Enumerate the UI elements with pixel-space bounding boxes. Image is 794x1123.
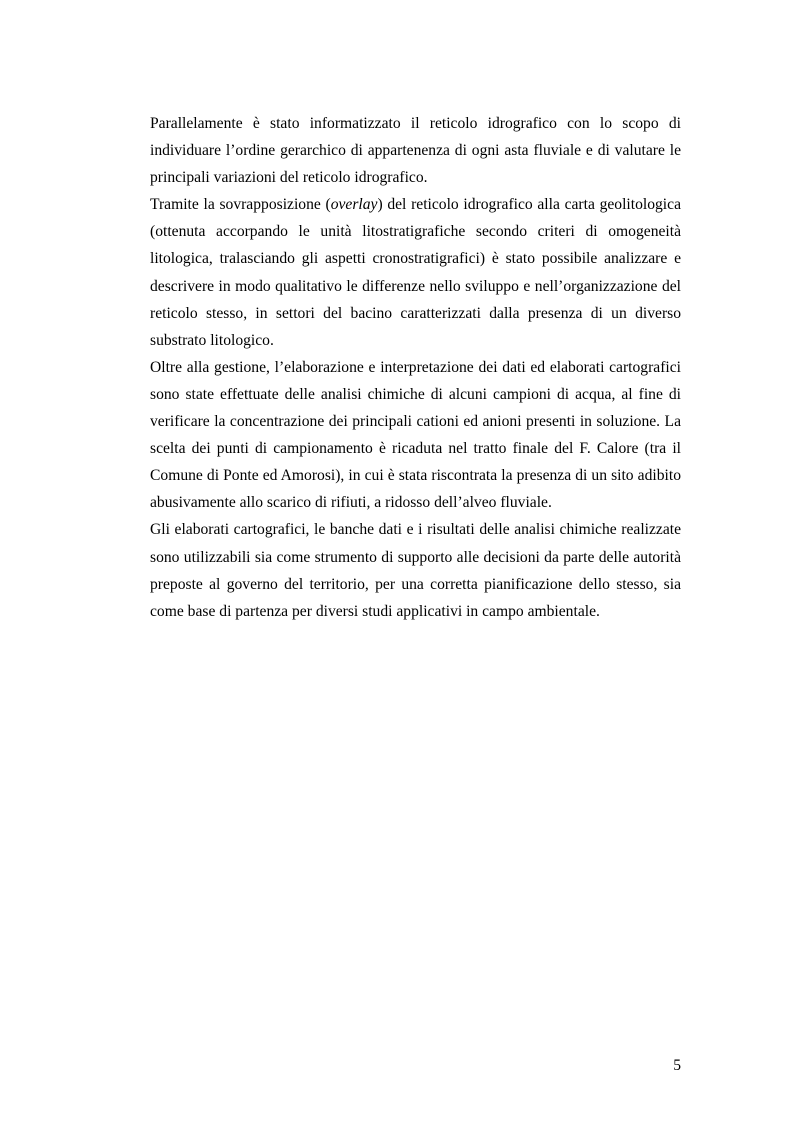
overlay-term: overlay [330, 196, 378, 214]
paragraph-overlay [150, 191, 681, 354]
paragraph-conclusioni: Gli elaborati cartografici, le banche dati e i risultati delle analisi chimiche realizzate sono utilizzabili sia come strumento di supporto alle decisioni da parte delle autorità preposte al governo del territorio, per una corretta pianificazione dello stesso, sia come base di partenza per diversi studi applicativi in campo ambientale. [150, 521, 681, 620]
paragraph-analisi-chimiche: Oltre alla gestione, l’elaborazione e interpretazione dei dati ed elaborati cartografici sono state effettuate delle analisi chimiche di alcuni campioni di acqua, al fine di verificare la concentrazione dei principali cationi ed anioni presenti in soluzione. La scelta dei punti di campionamento è ricaduta nel tratto finale del F. Calore (tra il Comune di Ponte ed Amorosi), in cui è stata riscontrata la presenza di un sito adibito abusivamente allo scarico di rifiuti, a ridosso dell’alveo fluviale. [150, 358, 681, 512]
page-number: 5 [673, 1057, 681, 1074]
paragraph-overlay-after: ) del reticolo idrografico alla carta geolitologica (ottenuta accorpando le unità litostratigrafiche secondo criteri di omogeneità litologica, tralasciando gli aspetti cronostratigrafici) è stato possibile analizzare e descrivere in modo qualitativo le differenze nello sviluppo e nell’organizzazione del reticolo stesso, in settori del bacino caratterizzati dalla presenza di un diverso substrato litologico. [150, 196, 681, 349]
document-body [150, 110, 681, 625]
paragraph-overlay-before: Tramite la sovrapposizione ( [150, 196, 331, 214]
paragraph-reticolo-idrografico: Parallelamente è stato informatizzato il reticolo idrografico con lo scopo di individuare l’ordine gerarchico di appartenenza di ogni asta fluviale e di valutare le principali variazioni del reticolo idrografico. [150, 115, 681, 187]
